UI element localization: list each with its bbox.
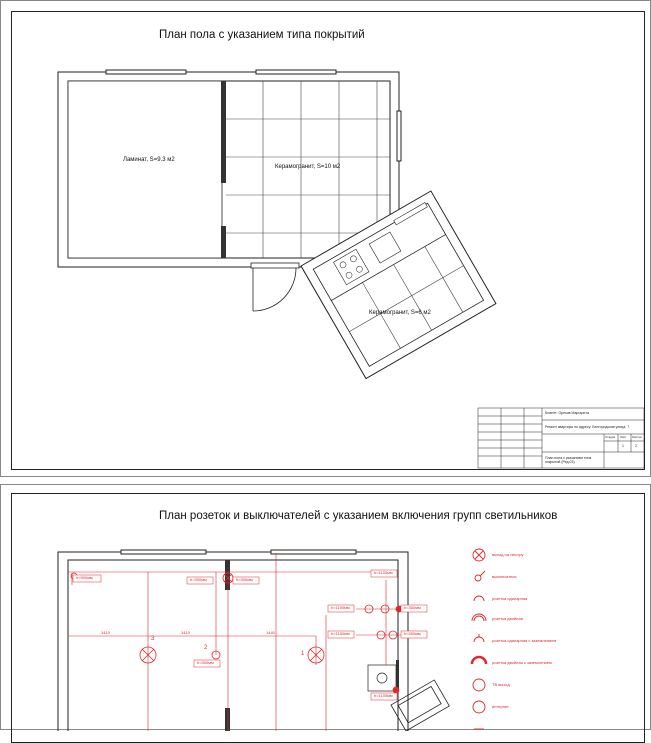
window-right: [397, 111, 401, 161]
tv-outlet-icon: [473, 679, 485, 691]
legend-label: розетка одинарная: [492, 596, 528, 601]
stamp-sheet-num: 1: [622, 444, 624, 448]
partition-wall: [221, 81, 226, 183]
internet-outlet-icon: [473, 701, 485, 713]
height-label: h=1100мм: [331, 631, 350, 636]
height-label: h=900мм: [76, 575, 93, 580]
floor-plan-drawing: [1, 1, 651, 478]
height-label: h=1100мм: [374, 570, 393, 575]
dimension-label: 1410: [181, 630, 190, 635]
stamp-col-sheets: Листов: [632, 435, 642, 439]
electrical-plan-sheet: [0, 484, 651, 730]
room-label-laminate: Ламинат, S=9.3 м2: [123, 157, 175, 163]
partition-wall-lower: [221, 226, 226, 258]
height-label: h=1100мм: [374, 693, 393, 698]
entry-door: [251, 263, 299, 311]
group-number: 3: [151, 636, 155, 642]
height-label: h=300мм: [404, 605, 421, 610]
dimension-label: 1410: [101, 630, 110, 635]
inner-wall-line-2: [68, 560, 398, 731]
sheet-title-2: План розеток и выключателей с указанием включения групп светильников: [159, 510, 558, 522]
stamp-col-sheet: Лист: [620, 435, 627, 439]
stove-2: [368, 665, 396, 691]
electrical-plan-drawing: [1, 485, 651, 731]
rotated-room: [301, 191, 496, 379]
legend-label: интернет: [492, 704, 509, 709]
height-label: h=300мм: [190, 577, 207, 582]
legend-label: розетка двойная: [492, 616, 523, 621]
legend-label: розетка двойная с заземлением: [492, 660, 552, 665]
group-number: 1: [301, 651, 305, 657]
group-number: 2: [204, 645, 208, 651]
room-label-ceramic-main: Керамогранит, S=10 м2: [275, 164, 341, 170]
socket-double-ground-icon: [472, 657, 486, 664]
legend-label: выключатель: [492, 574, 517, 579]
legend-label: выход на люстру: [492, 552, 524, 557]
height-label: h=300мм: [236, 577, 253, 582]
stamp-sheets-total: 2: [635, 444, 637, 448]
partition-2: [225, 560, 230, 590]
legend-label: розетка одинарная с заземлением: [492, 638, 557, 643]
window-top-right: [256, 70, 336, 74]
stamp-sheet-name: План пола с указанием типа покрытий (Ред.03): [545, 456, 592, 464]
switch-icon: [475, 571, 485, 581]
dimension-label: 1440: [266, 630, 275, 635]
socket-single-ground-icon: [474, 634, 484, 642]
height-label: h=300мм: [197, 660, 214, 665]
socket-single-icon: [474, 596, 484, 601]
socket-double-icon: [472, 614, 486, 621]
room-label-ceramic-kitchen: Керамогранит, S=6 м2: [369, 310, 431, 316]
window-top-left: [106, 70, 186, 74]
laminate-room: [68, 81, 222, 258]
ceiling-lamp-icon: [473, 549, 485, 561]
stamp-client: Клиент: Орехов Маргарита: [545, 411, 589, 415]
ceiling-lamp-symbols: [140, 573, 324, 663]
height-label: h=300мм: [404, 631, 421, 636]
legend-symbols: [472, 549, 486, 729]
stamp-col-stage: Стадия: [605, 435, 616, 439]
sheet-title: План пола с указанием типа покрытий: [159, 29, 365, 41]
stamp-project: Ремонт квартиры по адресу: Белгородская улица, 7: [545, 425, 630, 429]
height-label: h=1100мм: [331, 605, 350, 610]
legend-label: ТВ выход: [492, 682, 510, 687]
